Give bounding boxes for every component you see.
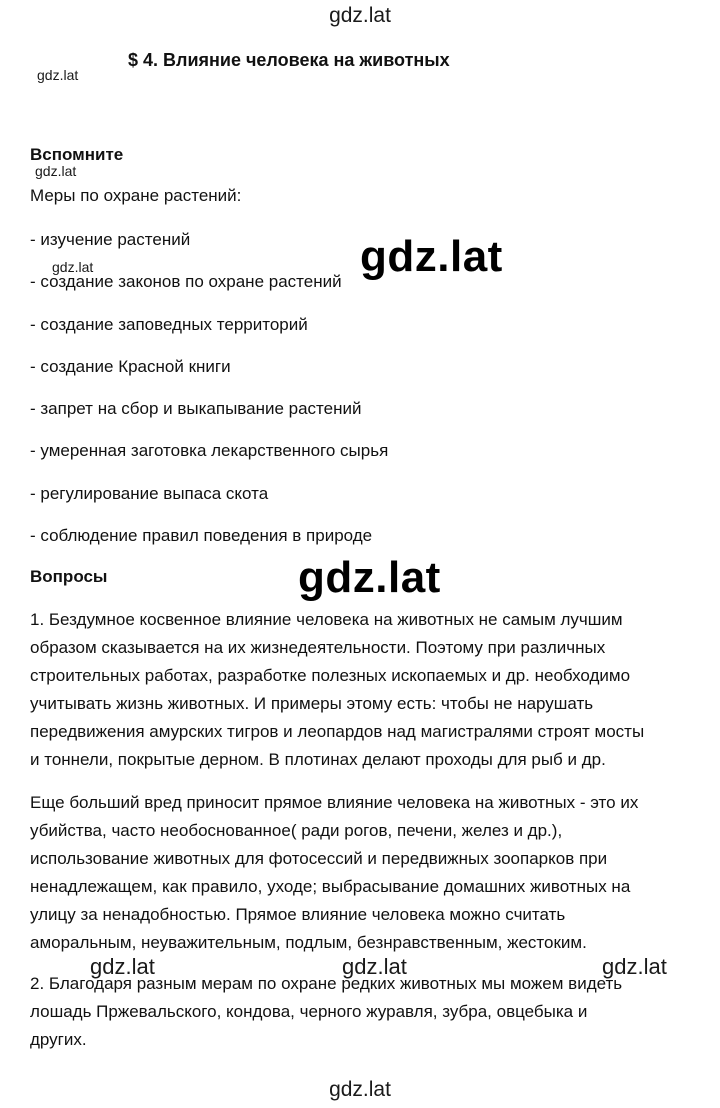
page-title: $ 4. Влияние человека на животных [128,50,450,70]
list-item: - регулирование выпаса скота [30,484,269,503]
watermark-list-left: gdz.lat [52,259,94,275]
recall-intro: Меры по охране растений: [30,186,242,205]
recall-heading: Вспомните [30,145,124,164]
answer-line: других. [30,1030,87,1049]
answer-line: лошадь Пржевальского, кондова, черного журавля, зубра, овцебыка и [30,1002,588,1021]
answer-line: учитывать жизнь животных. И примеры этому есть: чтобы не нарушать [30,694,594,713]
watermark-under-recall: gdz.lat [35,163,77,179]
answer-line: аморальным, неуважительным, подлым, безнравственным, жестоким. [30,933,587,952]
watermark-big-2: gdz.lat [298,553,441,602]
list-item: - создание Красной книги [30,357,231,376]
list-item: - создание заповедных территорий [30,315,308,334]
list-item: - запрет на сбор и выкапывание растений [30,399,362,418]
list-item: - умеренная заготовка лекарственного сырья [30,441,389,460]
watermark-big-1: gdz.lat [360,232,503,281]
watermark-row-right: gdz.lat [602,954,667,979]
answer-line: ненадлежащем, как правило, уходе; выбрасывание домашних животных на [30,877,631,896]
watermark-row-center: gdz.lat [342,954,407,979]
list-item: - изучение растений [30,230,191,249]
list-item: - создание законов по охране растений [30,272,342,291]
questions-heading: Вопросы [30,567,108,586]
answer-1-continued [30,789,695,957]
answer-line: улицу за ненадобностью. Прямое влияние человека можно считать [30,905,566,924]
watermark-title-left: gdz.lat [37,67,79,83]
watermark-row-left: gdz.lat [90,954,155,979]
answer-2 [30,970,695,1054]
answer-1 [30,606,695,774]
answer-line: убийства, часто необоснованное( ради рогов, печени, желез и др.), [30,821,563,840]
watermark-bottom: gdz.lat [329,1078,391,1101]
answer-line: Еще больший вред приносит прямое влияние человека на животных - это их [30,793,639,812]
answer-line: 1. Бездумное косвенное влияние человека на животных не самым лучшим [30,610,623,629]
answer-line: строительных работах, разработке полезных ископаемых и др. необходимо [30,666,631,685]
list-item: - соблюдение правил поведения в природе [30,526,373,545]
answer-line: использование животных для фотосессий и передвижных зоопарков при [30,849,608,868]
answer-line: образом сказывается на их жизнедеятельности. Поэтому при различных [30,638,606,657]
answer-line: передвижения амурских тигров и леопардов над магистралями строят мосты [30,722,645,741]
answer-line: 2. Благодаря разным мерам по охране редких животных мы можем видеть [30,974,623,993]
answer-line: и тоннели, покрытые дерном. В плотинах делают проходы для рыб и др. [30,750,606,769]
watermark-top: gdz.lat [329,4,391,27]
